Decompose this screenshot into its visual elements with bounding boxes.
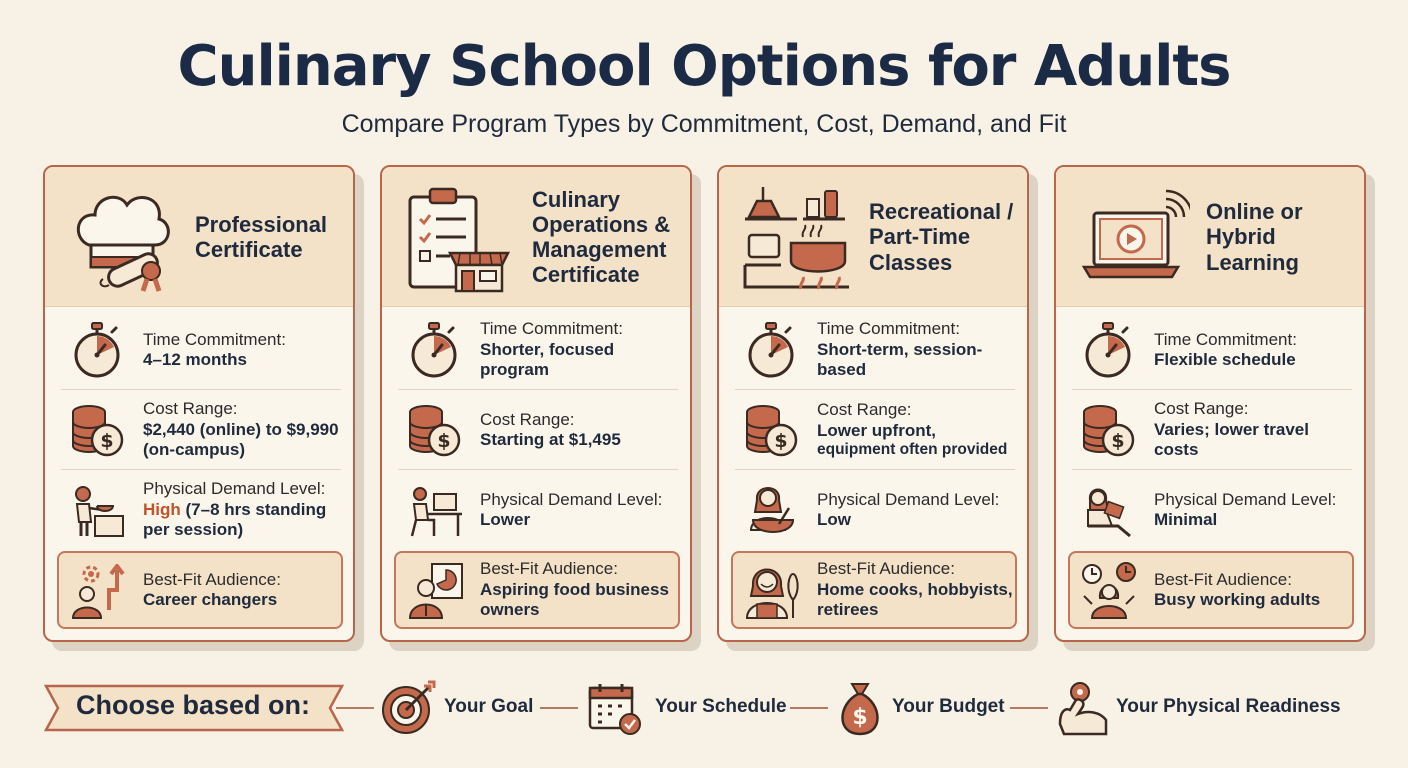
chef-cooking-icon <box>67 480 127 540</box>
cost-range-row <box>61 391 341 469</box>
cost-label: Cost Range: <box>480 409 575 429</box>
cost-range-row <box>735 391 1015 469</box>
time-label: Time Commitment: <box>817 319 960 339</box>
physical-demand-row <box>61 471 341 549</box>
time-commitment-row <box>735 311 1015 389</box>
audience-label: Best-Fit Audience: <box>817 559 955 579</box>
time-value: Short-term, session-based <box>817 339 983 380</box>
audience-value: Aspiring food business owners <box>480 579 669 620</box>
best-fit-audience-box <box>57 551 343 629</box>
page-title: Culinary School Options for Adults <box>177 34 1231 99</box>
cost-value: Varies; lower travel costs <box>1154 419 1309 460</box>
audience-label: Best-Fit Audience: <box>480 559 618 579</box>
career-change-icon <box>69 560 129 620</box>
card-title: Recreational / Part-Time Classes <box>869 199 1014 275</box>
stopwatch-icon <box>1078 320 1138 380</box>
cost-value-detail: equipment often provided <box>817 441 1008 459</box>
busy-adult-clocks-icon <box>1080 560 1140 620</box>
cost-value: Starting at $1,495 <box>480 430 621 449</box>
svg-text:$: $ <box>852 705 868 730</box>
demand-value: Lower <box>480 510 531 529</box>
divider <box>735 469 1015 470</box>
cost-range-row <box>398 391 678 469</box>
time-label: Time Commitment: <box>143 329 286 349</box>
time-commitment-row <box>398 311 678 389</box>
physical-demand-row <box>398 471 678 549</box>
divider <box>398 469 678 470</box>
demand-value: (7–8 hrs standing per session) <box>143 499 327 540</box>
coins-icon <box>67 400 127 460</box>
criterion-budget: Your Budget <box>892 696 1005 717</box>
clipboard-storefront-icon <box>404 183 516 295</box>
woman-mixing-icon <box>741 480 801 540</box>
demand-value: Low <box>817 510 851 529</box>
demand-label: Physical Demand Level: <box>143 479 326 499</box>
money-bag-icon <box>832 680 888 736</box>
criterion-schedule: Your Schedule <box>655 696 787 717</box>
divider <box>398 389 678 390</box>
cost-value: $2,440 (online) to $9,990 (on-campus) <box>143 419 339 460</box>
chef-hat-diploma-icon <box>67 183 179 295</box>
time-commitment-row <box>1072 311 1352 389</box>
cost-label: Cost Range: <box>1154 399 1249 419</box>
business-owner-chart-icon <box>406 560 466 620</box>
coins-icon <box>1078 400 1138 460</box>
page-subtitle: Compare Program Types by Commitment, Cost, Demand, and Fit <box>341 110 1067 138</box>
demand-label: Physical Demand Level: <box>817 489 1000 509</box>
card-title: Culinary Operations & Management Certificate <box>532 186 671 288</box>
connector-line <box>336 707 374 709</box>
laptop-video-icon <box>1078 183 1190 295</box>
best-fit-audience-box <box>731 551 1017 629</box>
stopwatch-icon <box>741 320 801 380</box>
desk-worker-icon <box>404 480 464 540</box>
connector-line <box>790 707 828 709</box>
connector-line <box>540 707 578 709</box>
physical-demand-row <box>735 471 1015 549</box>
stopwatch-icon <box>404 320 464 380</box>
cost-label: Cost Range: <box>817 400 912 420</box>
stopwatch-icon <box>67 320 127 380</box>
calendar-check-icon <box>586 680 642 736</box>
time-value: Flexible schedule <box>1154 350 1296 369</box>
choose-banner-text: Choose based on: <box>76 690 311 720</box>
card-title: Online or Hybrid Learning <box>1206 199 1303 275</box>
kitchen-stove-icon <box>741 183 853 295</box>
audience-label: Best-Fit Audience: <box>1154 569 1292 589</box>
cost-label: Cost Range: <box>143 399 238 419</box>
divider <box>735 389 1015 390</box>
program-card-recreational <box>717 165 1029 642</box>
demand-label: Physical Demand Level: <box>480 489 663 509</box>
divider <box>61 389 341 390</box>
program-card-operations-management <box>380 165 692 642</box>
divider <box>1072 389 1352 390</box>
cost-range-row <box>1072 391 1352 469</box>
target-icon <box>380 680 436 736</box>
coins-icon <box>741 400 801 460</box>
time-value: Shorter, focused program <box>480 339 615 380</box>
audience-label: Best-Fit Audience: <box>143 569 281 589</box>
best-fit-audience-box <box>394 551 680 629</box>
demand-value: Minimal <box>1154 510 1218 529</box>
criterion-physical-readiness: Your Physical Readiness <box>1116 696 1341 717</box>
card-header <box>45 167 353 307</box>
time-value: 4–12 months <box>143 350 247 369</box>
card-title: Professional Certificate <box>195 211 328 262</box>
card-header <box>719 167 1027 307</box>
divider <box>61 469 341 470</box>
demand-label: Physical Demand Level: <box>1154 489 1337 509</box>
time-label: Time Commitment: <box>1154 329 1297 349</box>
audience-value: Busy working adults <box>1154 590 1321 609</box>
time-commitment-row <box>61 311 341 389</box>
card-header <box>1056 167 1364 307</box>
home-cook-whisk-icon <box>743 560 803 620</box>
demand-highlight: High <box>143 499 181 519</box>
program-card-online-hybrid <box>1054 165 1366 642</box>
card-header <box>382 167 690 307</box>
program-card-professional-certificate <box>43 165 355 642</box>
flexed-arm-icon <box>1056 680 1112 736</box>
connector-line <box>1010 707 1048 709</box>
person-reading-icon <box>1078 480 1138 540</box>
audience-value: Home cooks, hobbyists, retirees <box>817 579 1013 620</box>
cost-value: Lower upfront, <box>817 420 936 440</box>
divider <box>1072 469 1352 470</box>
audience-value: Career changers <box>143 590 278 609</box>
best-fit-audience-box <box>1068 551 1354 629</box>
physical-demand-row <box>1072 471 1352 549</box>
criterion-goal: Your Goal <box>444 696 534 717</box>
coins-icon <box>404 400 464 460</box>
time-label: Time Commitment: <box>480 319 623 339</box>
